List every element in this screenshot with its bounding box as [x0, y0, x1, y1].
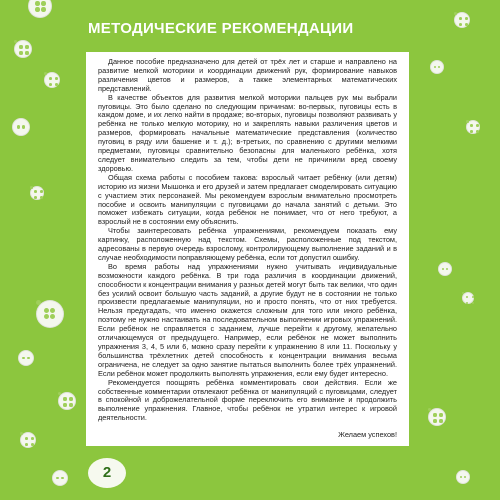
button-decoration-icon	[466, 120, 480, 134]
button-decoration-icon	[20, 432, 36, 448]
page-number: 2	[102, 464, 112, 481]
button-decoration-icon	[462, 292, 474, 304]
paragraph: Рекомендуется поощрять ребёнка комментировать свои действия. Если же собственные комментарии отвлекают ребёнка от манипуляций с пуговицами, следует в спокойной и доброжелательной форме переключить его внимание и продолжить выполнение упражнения. Главное, чтобы ребёнок не утратил интерес к игровой деятельности.	[98, 377, 397, 423]
button-decoration-icon	[438, 262, 452, 276]
button-decoration-icon	[12, 118, 30, 136]
paragraph: Общая схема работы с пособием такова: взрослый читает ребёнку (или детям) историю из жизни Мышонка и его друзей и затем предлагает смоделировать ситуацию с участием этих персонажей. Мы рекомендуем взрослым внимательно просмотреть пособие и освоить манипуляции с пуговицами до начала занятий с детьми. Это поможет избежать ситуации, когда ребёнок не понимает, что от него требуют, а взрослый не в состоянии ему объяснить.	[98, 172, 397, 227]
paragraph: Чтобы заинтересовать ребёнка упражнениями, рекомендуем показать ему картинку, расположенную над текстом. Схемы, расположенные под текстом, адресованы в первую очередь взрослому, контролирующему выполнение заданий и в случае необходимости поправляющему ребёнка, если тот допустил ошибку.	[98, 226, 397, 262]
closing-wish: Желаем успехов!	[338, 430, 397, 440]
button-decoration-icon	[28, 0, 52, 18]
button-decoration-icon	[30, 186, 44, 200]
button-decoration-icon	[58, 392, 76, 410]
button-decoration-icon	[454, 12, 470, 28]
button-decoration-icon	[36, 300, 64, 328]
button-decoration-icon	[428, 408, 446, 426]
paragraph: В качестве объектов для развития мелкой моторики пальцев рук мы выбрали пуговицы. Это было сделано по следующим причинам: во-первых, пуговицы есть в каждом доме, и их легко найти в продаже; во-вторых, пуговицы позволяют развивать у ребёнка не только мелкую моторику, но и закреплять навыки различения цветов и размеров, формировать начальные математические представления (количество пуговиц в ряду или башенке и т. д.); в-третьих, по сравнению с другими мелкими предметами, пуговицы сравнительно безопасны для маленького ребёнка, хотя следует внимательно следить за тем, чтобы дети не причинили вред своему здоровью.	[98, 92, 397, 173]
button-decoration-icon	[430, 60, 444, 74]
page-title: МЕТОДИЧЕСКИЕ РЕКОМЕНДАЦИИ	[88, 20, 354, 37]
button-decoration-icon	[456, 470, 470, 484]
button-decoration-icon	[44, 72, 60, 88]
button-decoration-icon	[18, 350, 34, 366]
button-decoration-icon	[52, 470, 68, 486]
paragraph: Данное пособие предназначено для детей от трёх лет и старше и направлено на развитие мелкой моторики и координации движений рук, формирование навыков различения цветов и размеров, а также элементарных математических представлений.	[98, 57, 397, 93]
paragraph: Во время работы над упражнениями нужно учитывать индивидуальные возможности каждого ребёнка. В три года различия в координации движений, способности к концентрации внимания у разных детей могут быть так велики, что один без усилий освоит большую часть заданий, а другие будут не в состоянии не только произвести предлагаемые манипуляции, но и просто понять, что от них требуется. Нельзя предугадать, что именно окажется сложным для того или иного ребёнка, поэтому не нужно настаивать на последовательном выполнении игровых упражнений. Если ребёнок не справляется с заданием, лучше перейти к другому, желательно отличающемуся от предыдущего. Например, если ребёнок не может выполнить упражнения 3, 4, 5 или 6, можно сразу перейти к упражнению 8 или 11. Поскольку у большинства трёхлетних детей способность к концентрации внимания весьма ограничена, не следует за одно занятие пытаться выполнить более трёх упражнений. Если ребёнок может продолжить выполнять упражнения, если ему будет интересно.	[98, 261, 397, 378]
button-decoration-icon	[14, 40, 32, 58]
text-block	[86, 52, 409, 446]
